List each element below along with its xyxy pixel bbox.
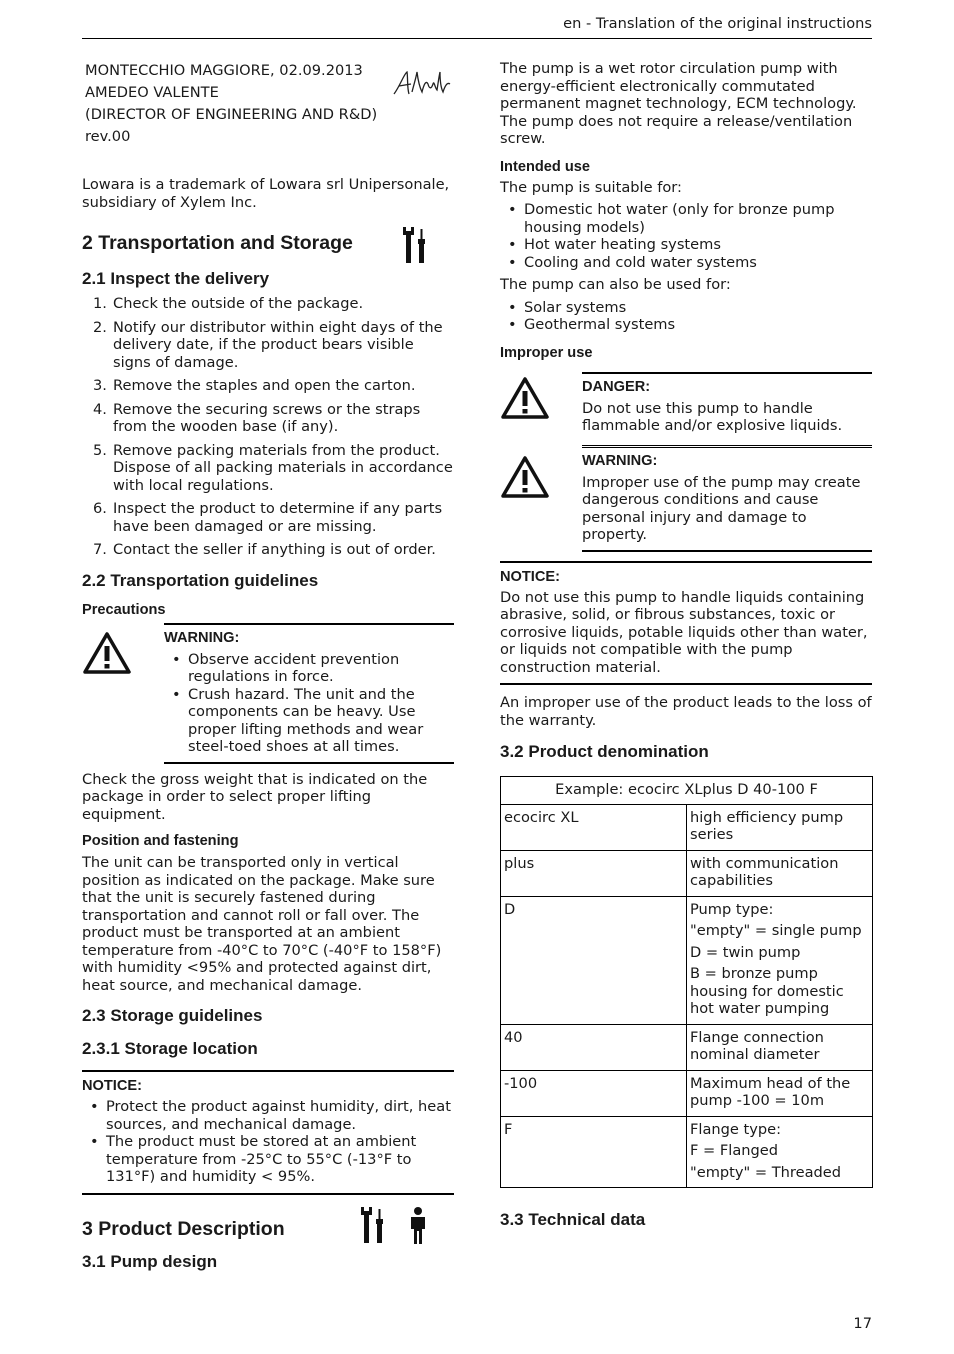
list-item: 1. Check the outside of the package.: [93, 295, 364, 312]
warning-triangle-icon: [500, 455, 550, 499]
table-header: Example: ecocirc XLplus D 40-100 F: [501, 777, 873, 805]
danger-text: Do not use this pump to handle flammable and/or explosive liquids.: [582, 399, 843, 434]
notice-label: NOTICE:: [500, 568, 560, 585]
table-row: [501, 1070, 873, 1116]
signature-block: [82, 60, 454, 152]
suitable-list: [500, 201, 872, 271]
suitable-for-text: The pump is suitable for:: [500, 178, 682, 196]
improper-use-title: Improper use: [500, 344, 593, 361]
section-3-2-title: 3.2 Product denomination: [500, 742, 709, 761]
warning-list: [164, 651, 454, 756]
person-icon: [407, 1207, 429, 1245]
left-column: [82, 60, 454, 1272]
list-item: 2. Notify our distributor within eight days of the delivery date, if the product bears visible signs of damage.: [93, 318, 443, 371]
list-item: • Solar systems: [500, 299, 872, 317]
list-item: • The product must be stored at an ambient temperature from -25°C to 55°C (-13°F to 131°F) and humidity < 95%.: [82, 1133, 454, 1186]
table-cell-desc: Maximum head of the pump -100 = 10m: [687, 1070, 873, 1116]
position-text: The unit can be transported only in vertical position as indicated on the package. Make sure that the unit is securely fastened during transportation and cannot roll or fall over. The product must be transported at an ambient temperature from -40°C to 70°C (-40°F to 158°F) with humidity <95% and protected against dirt, heat source, and mechanical damage.: [82, 854, 442, 994]
storage-notice-box: [82, 1070, 454, 1195]
table-row: [501, 1024, 873, 1070]
list-item: 4. Remove the securing screws or the straps from the wooden base (if any).: [93, 400, 421, 435]
table-cell-desc: Pump type: "empty" = single pump D = twin pump B = bronze pump housing for domestic hot water pumping: [687, 896, 873, 1024]
section-2-3-title: 2.3 Storage guidelines: [82, 1006, 263, 1025]
signature-line: (DIRECTOR OF ENGINEERING AND R&D): [85, 106, 378, 123]
list-item: 5. Remove packing materials from the product. Dispose of all packing materials in accordance with local regulations.: [93, 441, 453, 494]
signature-line: rev.00: [85, 128, 131, 145]
table-cell-code: 40: [501, 1024, 687, 1070]
table-cell-code: D: [501, 896, 687, 1024]
section-2-3-1-title: 2.3.1 Storage location: [82, 1039, 258, 1058]
notice-text: Do not use this pump to handle liquids containing abrasive, solid, or fibrous substances, toxic or corrosive liquids, potable liquids other than water, or liquids not compatible with the pump construction material.: [500, 588, 868, 676]
improper-notice-box: [500, 561, 872, 686]
position-title: Position and fastening: [82, 833, 239, 849]
section-2-2-title: 2.2 Transportation guidelines: [82, 570, 319, 590]
also-list: [500, 299, 872, 334]
list-item: • Crush hazard. The unit and the components can be heavy. Use proper lifting methods and wear steel-toed shoes at all times.: [164, 686, 454, 756]
pump-intro-text: The pump is a wet rotor circulation pump with energy-efficient electronically commutated permanent magnet technology, ECM technology. The pump does not require a release/ventilation screw.: [500, 60, 857, 147]
table-cell-code: ecocirc XL: [501, 804, 687, 850]
inspect-steps-list: [82, 295, 454, 559]
list-item: • Observe accident prevention regulations in force.: [164, 651, 454, 686]
warning-label: WARNING:: [582, 452, 658, 469]
page-header: [82, 12, 872, 39]
list-item: 7. Contact the seller if anything is out of order.: [93, 541, 436, 558]
danger-box: [500, 372, 872, 441]
list-item: • Domestic hot water (only for bronze pump housing models): [500, 201, 872, 236]
precautions-title: Precautions: [82, 601, 166, 618]
tools-icon: [360, 1207, 386, 1245]
trademark-text: Lowara is a trademark of Lowara srl Unipersonale, subsidiary of Xylem Inc.: [82, 176, 450, 211]
warning-triangle-icon: [82, 631, 132, 675]
table-cell-code: -100: [501, 1070, 687, 1116]
table-header-row: [501, 777, 873, 805]
warning-label: WARNING:: [164, 629, 240, 646]
table-row: [501, 1116, 873, 1188]
warning-triangle-icon: [500, 376, 550, 420]
intended-use-title: Intended use: [500, 158, 591, 175]
also-used-text: The pump can also be used for:: [500, 276, 731, 293]
table-row: [501, 896, 873, 1024]
notice-label: NOTICE:: [82, 1078, 142, 1094]
table-row: [501, 850, 873, 896]
gross-weight-text: Check the gross weight that is indicated on the package in order to select proper lifting equipment.: [82, 770, 428, 823]
signature-line: AMEDEO VALENTE: [85, 84, 219, 101]
notice-list: [82, 1098, 454, 1186]
list-item: 3. Remove the staples and open the carton.: [93, 377, 416, 394]
list-item: • Hot water heating systems: [500, 236, 872, 254]
section-3-3-title: 3.3 Technical data: [500, 1210, 646, 1229]
table-cell-code: plus: [501, 850, 687, 896]
table-cell-desc: Flange type: F = Flanged "empty" = Threaded: [687, 1116, 873, 1188]
improper-warning-box: [500, 445, 872, 552]
danger-label: DANGER:: [582, 378, 651, 395]
tools-icon: [402, 227, 428, 265]
warning-box: [82, 623, 454, 764]
list-item: • Protect the product against humidity, dirt, heat sources, and mechanical damage.: [82, 1098, 454, 1133]
table-cell-desc: high efficiency pump series: [687, 804, 873, 850]
table-cell-desc: Flange connection nominal diameter: [687, 1024, 873, 1070]
table-row: [501, 804, 873, 850]
denomination-table: [500, 776, 873, 1188]
page-number: 17: [853, 1315, 872, 1332]
warning-text: Improper use of the pump may create dangerous conditions and cause personal injury and damage to property.: [582, 473, 861, 543]
list-item: • Cooling and cold water systems: [500, 254, 872, 272]
section-3-title: 3 Product Description: [82, 1217, 454, 1241]
table-cell-desc: with communication capabilities: [687, 850, 873, 896]
header-text: en - Translation of the original instructions: [563, 15, 872, 32]
section-2-title: 2 Transportation and Storage: [82, 231, 454, 255]
right-column: [500, 60, 872, 1230]
list-item: 6. Inspect the product to determine if any parts have been damaged or are missing.: [93, 500, 443, 535]
handwritten-signature: [390, 66, 454, 100]
table-cell-code: F: [501, 1116, 687, 1188]
list-item: • Geothermal systems: [500, 316, 872, 334]
warranty-text: An improper use of the product leads to the loss of the warranty.: [500, 694, 872, 729]
section-2-1-title: 2.1 Inspect the delivery: [82, 269, 270, 288]
signature-line: MONTECCHIO MAGGIORE, 02.09.2013: [85, 62, 363, 79]
section-3-1-title: 3.1 Pump design: [82, 1251, 218, 1271]
